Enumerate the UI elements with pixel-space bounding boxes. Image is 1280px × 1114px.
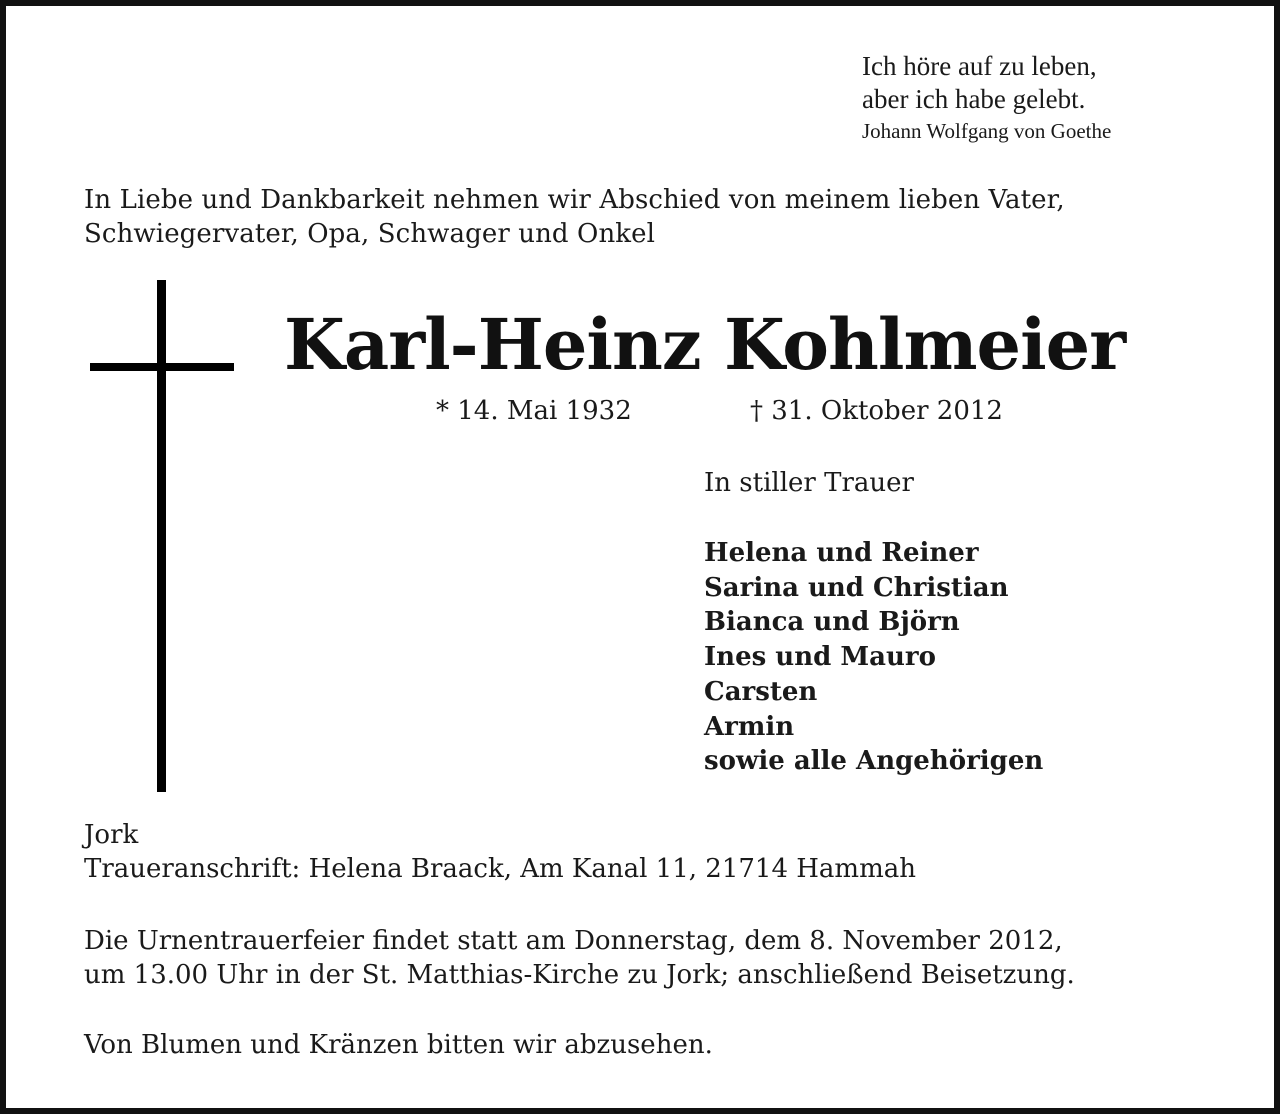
- deceased-name: Karl-Heinz Kohlmeier: [284, 303, 1126, 386]
- mourning-phrase: In stiller Trauer: [704, 468, 914, 498]
- quote-line: aber ich habe gelebt.: [862, 84, 1086, 114]
- mourner-name: Bianca und Björn: [704, 607, 960, 638]
- mourner-name: Carsten: [704, 676, 818, 707]
- quote-author: Johann Wolfgang von Goethe: [862, 119, 1112, 143]
- mourner-name: Armin: [704, 711, 795, 742]
- death-date: † 31. Oktober 2012: [750, 396, 1003, 426]
- mourner-name: Helena und Reiner: [704, 538, 979, 568]
- cross-vertical-bar: [157, 280, 166, 792]
- ceremony-info: [84, 924, 1234, 992]
- mourner-name: Sarina und Christian: [704, 572, 1009, 603]
- mourner-name: Ines und Mauro: [704, 642, 936, 673]
- cross-horizontal-bar: [90, 363, 234, 371]
- mourning-address: Traueranschrift: Helena Braack, Am Kanal 11, 21714 Hammah: [84, 854, 916, 884]
- address-block: [84, 818, 1234, 886]
- intro-line: Schwiegervater, Opa, Schwager und Onkel: [84, 219, 656, 249]
- quote-line: Ich höre auf zu leben,: [862, 51, 1097, 81]
- mourners-block: [704, 466, 1224, 779]
- place: Jork: [84, 820, 139, 850]
- intro-text: [84, 183, 1234, 251]
- ceremony-line: Die Urnentrauerfeier findet statt am Donnerstag, dem 8. November 2012,: [84, 926, 1063, 956]
- epigraph-quote: [862, 50, 1262, 144]
- ceremony-line: um 13.00 Uhr in der St. Matthias-Kirche zu Jork; anschließend Beisetzung.: [84, 960, 1075, 990]
- intro-line: In Liebe und Dankbarkeit nehmen wir Abschied von meinem lieben Vater,: [84, 185, 1065, 215]
- cross-icon: [90, 280, 234, 792]
- flowers-note: Von Blumen und Kränzen bitten wir abzusehen.: [84, 1030, 713, 1060]
- mourner-name: sowie alle Angehörigen: [704, 746, 1044, 777]
- birth-date: * 14. Mai 1932: [436, 396, 632, 426]
